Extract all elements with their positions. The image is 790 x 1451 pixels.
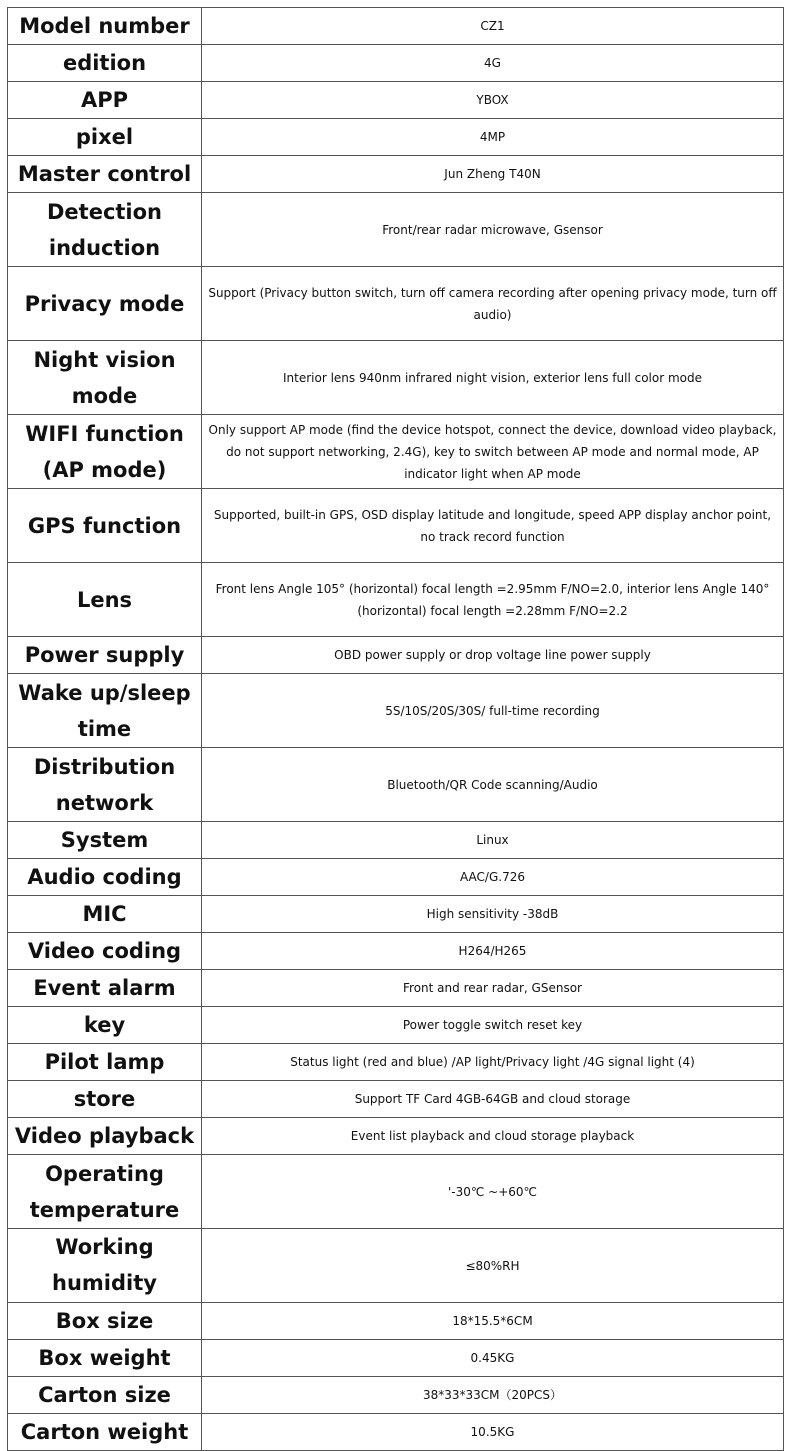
spec-value: 4G bbox=[202, 45, 784, 82]
spec-label: System bbox=[8, 822, 202, 859]
spec-value: '-30℃ ~+60℃ bbox=[202, 1155, 784, 1229]
spec-label: Master control bbox=[8, 156, 202, 193]
spec-row bbox=[8, 1340, 784, 1377]
spec-row bbox=[8, 933, 784, 970]
spec-row bbox=[8, 45, 784, 82]
spec-row bbox=[8, 341, 784, 415]
spec-label: Box weight bbox=[8, 1340, 202, 1377]
spec-row bbox=[8, 193, 784, 267]
spec-row bbox=[8, 1414, 784, 1451]
spec-label: Video playback bbox=[8, 1118, 202, 1155]
spec-label: Video coding bbox=[8, 933, 202, 970]
spec-label: edition bbox=[8, 45, 202, 82]
spec-row bbox=[8, 1229, 784, 1303]
spec-label: Carton size bbox=[8, 1377, 202, 1414]
spec-row bbox=[8, 674, 784, 748]
spec-label: Box size bbox=[8, 1303, 202, 1340]
spec-row bbox=[8, 1118, 784, 1155]
spec-value: H264/H265 bbox=[202, 933, 784, 970]
spec-row bbox=[8, 859, 784, 896]
spec-value: High sensitivity -38dB bbox=[202, 896, 784, 933]
spec-label: Wake up/sleep time bbox=[8, 674, 202, 748]
spec-value: Front and rear radar, GSensor bbox=[202, 970, 784, 1007]
spec-row bbox=[8, 637, 784, 674]
spec-row bbox=[8, 1303, 784, 1340]
spec-label: Working humidity bbox=[8, 1229, 202, 1303]
spec-label: Pilot lamp bbox=[8, 1044, 202, 1081]
spec-row bbox=[8, 267, 784, 341]
spec-label: pixel bbox=[8, 119, 202, 156]
spec-label: APP bbox=[8, 82, 202, 119]
spec-label: key bbox=[8, 1007, 202, 1044]
spec-value: Front lens Angle 105° (horizontal) focal length =2.95mm F/NO=2.0, interior lens Angle 140° (horizontal) focal length =2.28mm F/NO=2.2 bbox=[202, 563, 784, 637]
spec-label: Power supply bbox=[8, 637, 202, 674]
spec-row bbox=[8, 896, 784, 933]
spec-label: Carton weight bbox=[8, 1414, 202, 1451]
spec-row bbox=[8, 82, 784, 119]
spec-row bbox=[8, 748, 784, 822]
spec-row bbox=[8, 1377, 784, 1414]
spec-label: WIFI function (AP mode) bbox=[8, 415, 202, 489]
spec-label: Lens bbox=[8, 563, 202, 637]
spec-label: Audio coding bbox=[8, 859, 202, 896]
spec-row bbox=[8, 415, 784, 489]
spec-row bbox=[8, 1007, 784, 1044]
spec-value: 5S/10S/20S/30S/ full-time recording bbox=[202, 674, 784, 748]
spec-label: MIC bbox=[8, 896, 202, 933]
spec-value: 38*33*33CM（20PCS） bbox=[202, 1377, 784, 1414]
spec-value: 18*15.5*6CM bbox=[202, 1303, 784, 1340]
spec-value: 0.45KG bbox=[202, 1340, 784, 1377]
spec-row bbox=[8, 119, 784, 156]
spec-label: GPS function bbox=[8, 489, 202, 563]
spec-value: Only support AP mode (find the device hotspot, connect the device, download video playback, do not support networking, 2.4G), key to switch between AP mode and normal mode, AP indicator light when AP mode bbox=[202, 415, 784, 489]
spec-row bbox=[8, 1044, 784, 1081]
spec-row bbox=[8, 489, 784, 563]
spec-row bbox=[8, 563, 784, 637]
spec-label: Privacy mode bbox=[8, 267, 202, 341]
spec-value: Supported, built-in GPS, OSD display latitude and longitude, speed APP display anchor point, no track record function bbox=[202, 489, 784, 563]
spec-table-body bbox=[8, 8, 784, 1451]
spec-value: ≤80%RH bbox=[202, 1229, 784, 1303]
spec-value: 4MP bbox=[202, 119, 784, 156]
spec-label: Model number bbox=[8, 8, 202, 45]
spec-row bbox=[8, 1155, 784, 1229]
spec-value: Support (Privacy button switch, turn off camera recording after opening privacy mode, turn off audio) bbox=[202, 267, 784, 341]
spec-row bbox=[8, 8, 784, 45]
spec-value: Event list playback and cloud storage playback bbox=[202, 1118, 784, 1155]
spec-value: Status light (red and blue) /AP light/Privacy light /4G signal light (4) bbox=[202, 1044, 784, 1081]
spec-value: 10.5KG bbox=[202, 1414, 784, 1451]
spec-value: YBOX bbox=[202, 82, 784, 119]
spec-row bbox=[8, 970, 784, 1007]
spec-label: store bbox=[8, 1081, 202, 1118]
spec-row bbox=[8, 156, 784, 193]
spec-row bbox=[8, 822, 784, 859]
spec-label: Distribution network bbox=[8, 748, 202, 822]
spec-value: AAC/G.726 bbox=[202, 859, 784, 896]
spec-label: Detection induction bbox=[8, 193, 202, 267]
spec-value: Front/rear radar microwave, Gsensor bbox=[202, 193, 784, 267]
spec-value: Jun Zheng T40N bbox=[202, 156, 784, 193]
spec-row bbox=[8, 1081, 784, 1118]
spec-value: OBD power supply or drop voltage line power supply bbox=[202, 637, 784, 674]
spec-value: Linux bbox=[202, 822, 784, 859]
spec-value: Bluetooth/QR Code scanning/Audio bbox=[202, 748, 784, 822]
spec-value: CZ1 bbox=[202, 8, 784, 45]
spec-value: Power toggle switch reset key bbox=[202, 1007, 784, 1044]
spec-label: Night vision mode bbox=[8, 341, 202, 415]
spec-value: Interior lens 940nm infrared night vision, exterior lens full color mode bbox=[202, 341, 784, 415]
spec-value: Support TF Card 4GB-64GB and cloud storage bbox=[202, 1081, 784, 1118]
spec-label: Event alarm bbox=[8, 970, 202, 1007]
spec-label: Operating temperature bbox=[8, 1155, 202, 1229]
spec-table bbox=[7, 7, 784, 1451]
